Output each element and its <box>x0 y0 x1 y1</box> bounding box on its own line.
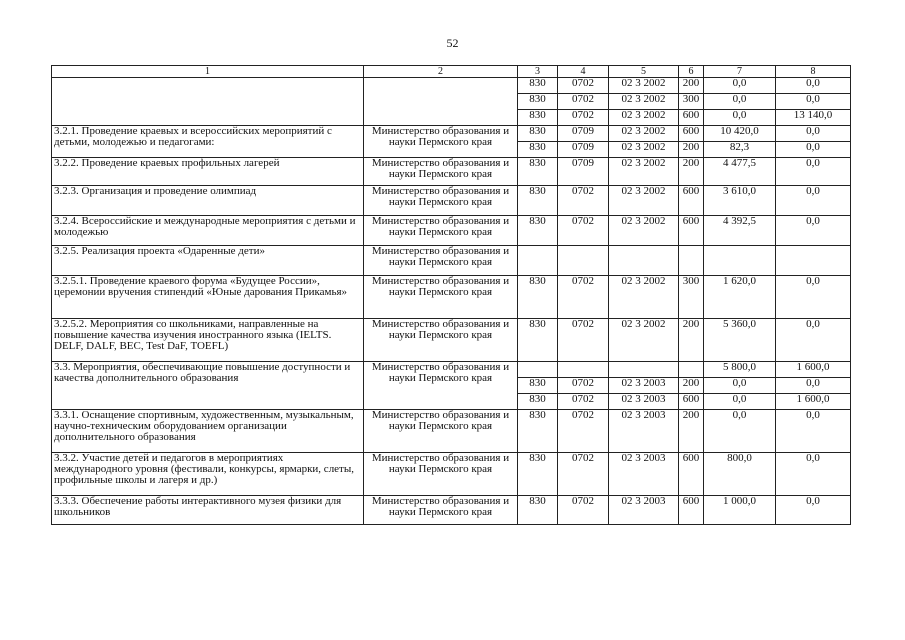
amount-current: 5 360,0 <box>704 319 776 362</box>
budget-code <box>518 246 558 276</box>
amount-next: 0,0 <box>776 94 851 110</box>
table-row <box>52 410 851 453</box>
expense-type: 200 <box>679 319 704 362</box>
budget-code: 830 <box>518 410 558 453</box>
amount-next: 0,0 <box>776 410 851 453</box>
amount-next: 0,0 <box>776 142 851 158</box>
activity-name: 3.2.5.1. Проведение краевого форума «Будущее России», церемонии вручения стипендий «Юные дарования Прикамья» <box>52 276 364 319</box>
activity-name <box>52 78 364 126</box>
target-code: 02 3 2002 <box>609 78 679 94</box>
budget-table <box>51 65 851 525</box>
header-cell: 3 <box>518 66 558 78</box>
department <box>364 78 518 126</box>
section-code: 0709 <box>558 126 609 142</box>
table-row <box>52 496 851 525</box>
amount-current: 0,0 <box>704 378 776 394</box>
expense-type: 200 <box>679 78 704 94</box>
amount-next: 0,0 <box>776 126 851 142</box>
section-code: 0702 <box>558 319 609 362</box>
table-header <box>52 66 851 78</box>
target-code: 02 3 2003 <box>609 496 679 525</box>
amount-next: 0,0 <box>776 378 851 394</box>
target-code: 02 3 2002 <box>609 158 679 186</box>
section-code: 0702 <box>558 186 609 216</box>
header-cell: 2 <box>364 66 518 78</box>
activity-name: 3.3.2. Участие детей и педагогов в мероприятиях международного уровня (фестивали, конкурсы, ярмарки, слеты, профильные школы и лагеря и др.) <box>52 453 364 496</box>
target-code: 02 3 2003 <box>609 378 679 394</box>
activity-name: 3.2.1. Проведение краевых и всероссийских мероприятий с детьми, молодежью и педагогами: <box>52 126 364 158</box>
table-row <box>52 186 851 216</box>
budget-code <box>518 362 558 378</box>
budget-code: 830 <box>518 78 558 94</box>
amount-next: 0,0 <box>776 78 851 94</box>
target-code: 02 3 2002 <box>609 110 679 126</box>
department: Министерство образования и науки Пермского края <box>364 276 518 319</box>
budget-code: 830 <box>518 378 558 394</box>
target-code: 02 3 2002 <box>609 186 679 216</box>
budget-code: 830 <box>518 158 558 186</box>
amount-current: 1 620,0 <box>704 276 776 319</box>
table-row <box>52 78 851 94</box>
header-cell: 1 <box>52 66 364 78</box>
department: Министерство образования и науки Пермского края <box>364 410 518 453</box>
target-code: 02 3 2003 <box>609 410 679 453</box>
budget-code: 830 <box>518 126 558 142</box>
budget-code: 830 <box>518 453 558 496</box>
amount-next: 0,0 <box>776 158 851 186</box>
section-code: 0702 <box>558 276 609 319</box>
activity-name: 3.3.3. Обеспечение работы интерактивного музея физики для школьников <box>52 496 364 525</box>
header-cell: 8 <box>776 66 851 78</box>
department: Министерство образования и науки Пермского края <box>364 362 518 410</box>
table-body <box>52 78 851 525</box>
amount-next: 0,0 <box>776 216 851 246</box>
activity-name: 3.2.2. Проведение краевых профильных лагерей <box>52 158 364 186</box>
expense-type: 200 <box>679 410 704 453</box>
budget-code: 830 <box>518 142 558 158</box>
section-code: 0709 <box>558 158 609 186</box>
expense-type: 600 <box>679 453 704 496</box>
section-code: 0702 <box>558 496 609 525</box>
amount-current: 0,0 <box>704 94 776 110</box>
expense-type <box>679 362 704 378</box>
amount-current: 5 800,0 <box>704 362 776 378</box>
department: Министерство образования и науки Пермского края <box>364 453 518 496</box>
section-code: 0702 <box>558 410 609 453</box>
department: Министерство образования и науки Пермского края <box>364 319 518 362</box>
header-cell: 4 <box>558 66 609 78</box>
header-cell: 7 <box>704 66 776 78</box>
department: Министерство образования и науки Пермского края <box>364 126 518 158</box>
amount-next: 13 140,0 <box>776 110 851 126</box>
amount-current: 3 610,0 <box>704 186 776 216</box>
amount-current: 0,0 <box>704 394 776 410</box>
expense-type: 200 <box>679 158 704 186</box>
section-code <box>558 246 609 276</box>
amount-current: 800,0 <box>704 453 776 496</box>
target-code: 02 3 2002 <box>609 94 679 110</box>
department: Министерство образования и науки Пермского края <box>364 216 518 246</box>
table-row <box>52 216 851 246</box>
header-cell: 6 <box>679 66 704 78</box>
amount-next: 0,0 <box>776 319 851 362</box>
section-code: 0702 <box>558 216 609 246</box>
amount-next: 0,0 <box>776 453 851 496</box>
budget-code: 830 <box>518 186 558 216</box>
amount-current: 82,3 <box>704 142 776 158</box>
target-code: 02 3 2002 <box>609 142 679 158</box>
header-cell: 5 <box>609 66 679 78</box>
activity-name: 3.3.1. Оснащение спортивным, художественным, музыкальным, научно-техническим оборудованием организации дополнительного образования <box>52 410 364 453</box>
expense-type: 600 <box>679 110 704 126</box>
amount-current: 0,0 <box>704 410 776 453</box>
expense-type: 600 <box>679 126 704 142</box>
table-row <box>52 319 851 362</box>
activity-name: 3.3. Мероприятия, обеспечивающие повышение доступности и качества дополнительного образования <box>52 362 364 410</box>
target-code: 02 3 2002 <box>609 276 679 319</box>
expense-type: 300 <box>679 276 704 319</box>
budget-code: 830 <box>518 394 558 410</box>
table-row <box>52 453 851 496</box>
expense-type: 600 <box>679 394 704 410</box>
table-row <box>52 246 851 276</box>
amount-current: 0,0 <box>704 110 776 126</box>
amount-next: 1 600,0 <box>776 362 851 378</box>
section-code <box>558 362 609 378</box>
budget-code: 830 <box>518 110 558 126</box>
target-code: 02 3 2003 <box>609 394 679 410</box>
section-code: 0702 <box>558 94 609 110</box>
table-row <box>52 362 851 378</box>
page-number: 52 <box>446 36 459 50</box>
budget-code: 830 <box>518 94 558 110</box>
target-code <box>609 246 679 276</box>
budget-code: 830 <box>518 276 558 319</box>
amount-current: 4 392,5 <box>704 216 776 246</box>
department: Министерство образования и науки Пермского края <box>364 496 518 525</box>
amount-next: 0,0 <box>776 186 851 216</box>
department: Министерство образования и науки Пермского края <box>364 158 518 186</box>
expense-type: 600 <box>679 216 704 246</box>
expense-type: 200 <box>679 142 704 158</box>
budget-code: 830 <box>518 496 558 525</box>
target-code: 02 3 2003 <box>609 453 679 496</box>
amount-next: 1 600,0 <box>776 394 851 410</box>
table-row <box>52 276 851 319</box>
section-code: 0702 <box>558 378 609 394</box>
expense-type <box>679 246 704 276</box>
activity-name: 3.2.3. Организация и проведение олимпиад <box>52 186 364 216</box>
expense-type: 200 <box>679 378 704 394</box>
amount-current <box>704 246 776 276</box>
target-code: 02 3 2002 <box>609 216 679 246</box>
department: Министерство образования и науки Пермского края <box>364 186 518 216</box>
table-row <box>52 126 851 142</box>
section-code: 0702 <box>558 394 609 410</box>
amount-current: 0,0 <box>704 78 776 94</box>
activity-name: 3.2.5. Реализация проекта «Одаренные дети» <box>52 246 364 276</box>
target-code: 02 3 2002 <box>609 126 679 142</box>
budget-code: 830 <box>518 216 558 246</box>
table-row <box>52 158 851 186</box>
expense-type: 300 <box>679 94 704 110</box>
amount-current: 10 420,0 <box>704 126 776 142</box>
amount-current: 4 477,5 <box>704 158 776 186</box>
expense-type: 600 <box>679 496 704 525</box>
department: Министерство образования и науки Пермского края <box>364 246 518 276</box>
section-code: 0709 <box>558 142 609 158</box>
expense-type: 600 <box>679 186 704 216</box>
amount-next: 0,0 <box>776 276 851 319</box>
amount-next <box>776 246 851 276</box>
section-code: 0702 <box>558 78 609 94</box>
section-code: 0702 <box>558 453 609 496</box>
activity-name: 3.2.4. Всероссийские и международные мероприятия с детьми и молодежью <box>52 216 364 246</box>
amount-next: 0,0 <box>776 496 851 525</box>
target-code <box>609 362 679 378</box>
amount-current: 1 000,0 <box>704 496 776 525</box>
budget-code: 830 <box>518 319 558 362</box>
section-code: 0702 <box>558 110 609 126</box>
activity-name: 3.2.5.2. Мероприятия со школьниками, направленные на повышение качества изучения иностранного языка (IELTS. DELF, DALF, BEC, Test DaF, TOEFL) <box>52 319 364 362</box>
target-code: 02 3 2002 <box>609 319 679 362</box>
